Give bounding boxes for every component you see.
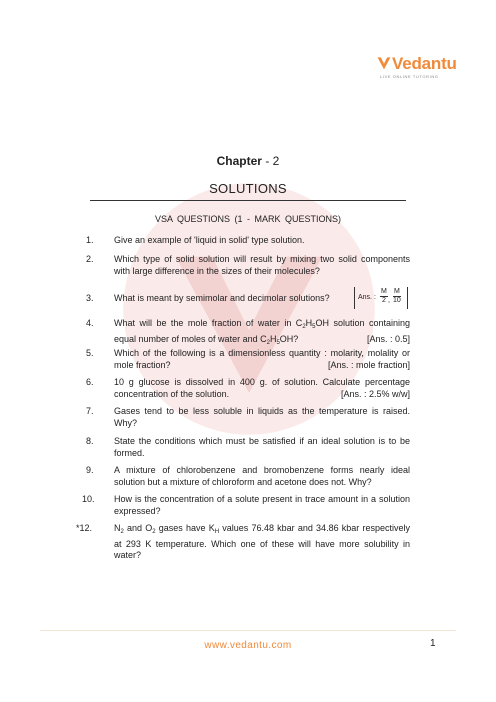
subscript: 5: [312, 324, 316, 330]
subscript: 2: [120, 529, 124, 535]
question-number: 2.: [86, 254, 94, 264]
question-number: 3.: [86, 293, 94, 303]
question-item: [86, 465, 410, 488]
question-text-part: What will be the mole fraction of water in C: [114, 318, 303, 328]
question-text: Which type of solid solution will result by mixing two solid components with large difference in the sizes of their molecules?: [114, 254, 410, 276]
fraction-denominator: 2: [381, 297, 386, 304]
question-item: [82, 494, 410, 517]
question-text-part: values 76.48 kbar and 34.86 kbar respectively at 293 K temperature. Which one of these will have more solubility in water?: [114, 523, 410, 560]
fraction-numerator: M: [394, 288, 400, 295]
chapter-number: 2: [272, 154, 280, 168]
question-text-part: and O: [123, 523, 153, 533]
subscript: 5: [276, 339, 280, 346]
question-text-part: N: [114, 523, 121, 533]
question-text-part: H: [305, 318, 313, 328]
subscript: 2: [152, 529, 156, 535]
chapter-heading: [0, 154, 496, 168]
question-number: 7.: [86, 406, 94, 416]
footer-divider: [40, 630, 456, 631]
question-text: A mixture of chlorobenzene and bromobenzene forms nearly ideal solution but a mixture of chloroform and acetone does not. Why?: [114, 465, 410, 487]
question-text-part: OH?: [279, 333, 299, 344]
answer-separator: ,: [388, 297, 390, 304]
question-number: 10.: [82, 494, 95, 504]
subscript: 2: [302, 324, 306, 330]
footer-link[interactable]: www.vedantu.com: [204, 640, 292, 651]
question-text: Gases tend to be less soluble in liquids as the temperature is raised. Why?: [114, 406, 410, 428]
answer-fraction: [380, 288, 388, 305]
logo-text: Vedantu: [392, 54, 457, 73]
question-text: [114, 523, 410, 562]
question-text-part: H: [269, 333, 277, 344]
question-text: [114, 377, 410, 400]
question-text: State the conditions which must be satisfied if an ideal solution is to be formed.: [114, 436, 410, 458]
vedantu-v-icon: [376, 54, 392, 72]
question-item: [86, 348, 410, 371]
question-number: *12.: [76, 523, 93, 533]
question-item: [86, 235, 410, 247]
fraction-denominator: 10: [393, 297, 401, 304]
chapter-label: Chapter: [216, 154, 262, 168]
question-text-part: Which of the following is a dimensionless quantity : molarity, molality or mole fraction?: [114, 348, 410, 370]
question-item: [86, 288, 410, 305]
subscript: 2: [266, 339, 270, 346]
question-text-part: 10 g glucose is dissolved in 400 g. of solution. Calculate percentage concentration of the solution.: [114, 377, 410, 399]
answer-prefix: Ans. :: [358, 294, 376, 301]
question-text: How is the concentration of a solute present in trace amount in a solution expressed?: [114, 494, 410, 516]
answer-text: [Ans. : mole fraction]: [327, 359, 410, 370]
question-item: [86, 377, 410, 400]
question-number: 5.: [86, 348, 94, 358]
answer-text: [Ans. : 0.5]: [366, 333, 410, 344]
question-number: 6.: [86, 377, 94, 387]
question-item: [86, 406, 410, 429]
subscript: H: [214, 529, 220, 535]
title-divider: [90, 200, 406, 201]
chapter-separator: -: [265, 154, 270, 168]
question-number: 4.: [86, 318, 94, 328]
question-item: [76, 523, 410, 562]
question-number: 1.: [86, 235, 94, 245]
page-number: 1: [430, 638, 436, 649]
logo-tagline: LIVE ONLINE TUTORING: [380, 74, 439, 79]
question-text: Give an example of 'liquid in solid' type solution.: [114, 235, 305, 245]
question-number: 8.: [86, 436, 94, 446]
fraction-numerator: M: [381, 288, 387, 295]
question-text-part: OH solution containing equal number of moles of water and C: [114, 318, 410, 344]
question-text-part: gases have K: [155, 523, 215, 533]
page-title: SOLUTIONS: [209, 181, 287, 196]
answer-fraction: [393, 288, 401, 305]
question-number: 9.: [86, 465, 94, 475]
answer-bracket: [354, 287, 408, 309]
question-item: [86, 318, 410, 349]
question-item: [86, 436, 410, 459]
question-item: [86, 254, 410, 277]
question-text: [114, 348, 410, 371]
question-text: [114, 318, 410, 349]
question-text: What is meant by semimolar and decimolar solutions?: [114, 293, 330, 303]
answer-text: [Ans. : 2.5% w/w]: [340, 388, 410, 399]
section-heading: VSA QUESTIONS (1 - MARK QUESTIONS): [154, 214, 342, 224]
